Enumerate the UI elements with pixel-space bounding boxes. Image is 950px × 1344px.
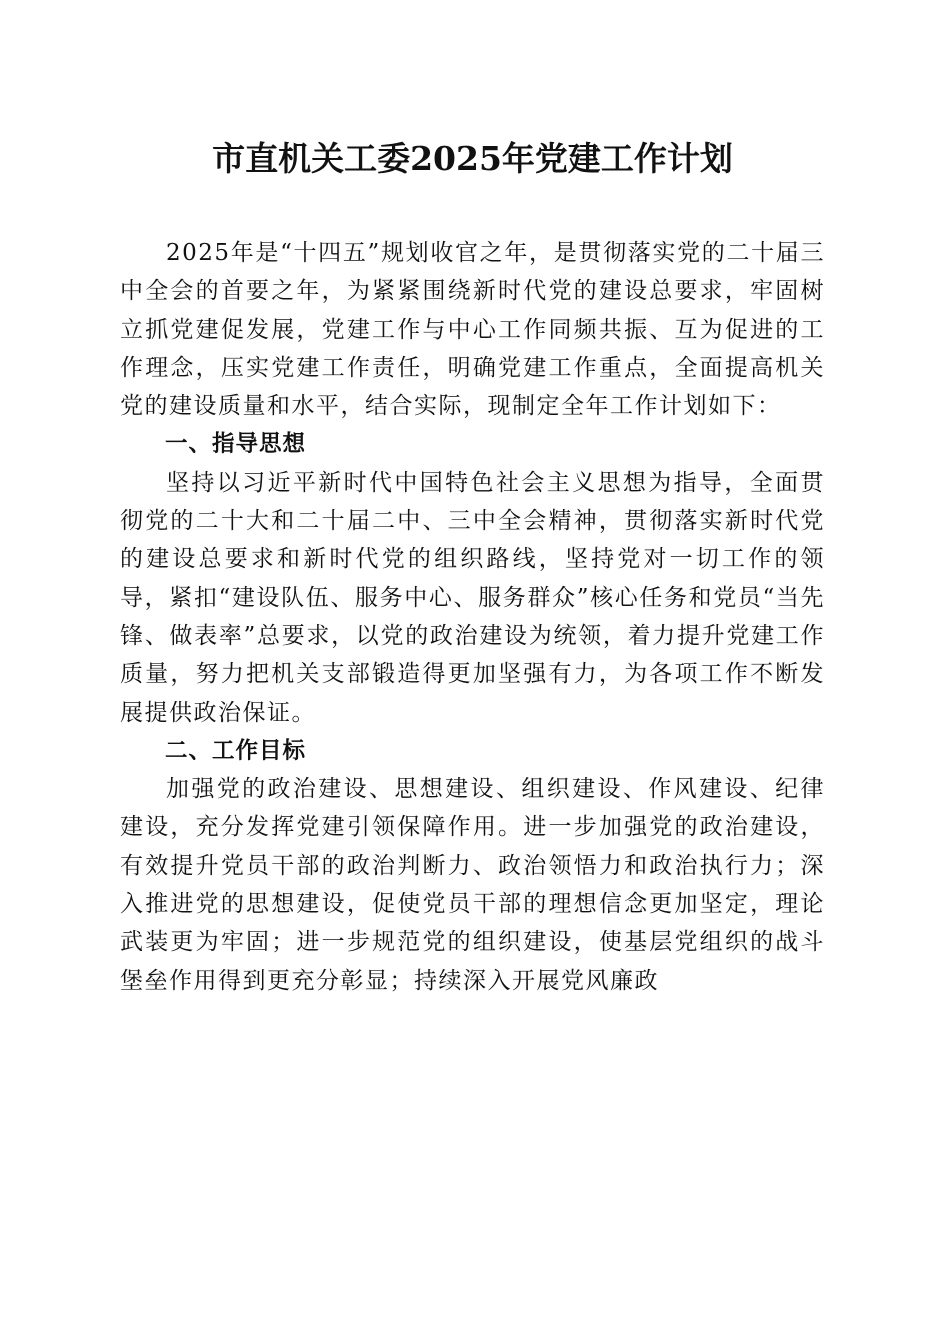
section-paragraph-guiding-ideology: 坚持以习近平新时代中国特色社会主义思想为指导，全面贯彻党的二十大和二十届二中、三中全会精神，贯彻落实新时代党的建设总要求和新时代党的组织路线，坚持党对一切工作的领导，紧扣“建设队伍、服务中心、服务群众”核心任务和党员“当先锋、做表率”总要求，以党的政治建设为统领，着力提升党建工作质量，努力把机关支部锻造得更加坚强有力，为各项工作不断发展提供政治保证。 — [120, 469, 825, 726]
document-body — [120, 234, 825, 1000]
section-paragraph-work-goals: 加强党的政治建设、思想建设、组织建设、作风建设、纪律建设，充分发挥党建引领保障作用。进一步加强党的政治建设，有效提升党员干部的政治判断力、政治领悟力和政治执行力；深入推进党的思想建设，促使党员干部的理想信念更加坚定，理论武装更为牢固；进一步规范党的组织建设，使基层党组织的战斗堡垒作用得到更充分彰显；持续深入开展党风廉政 — [120, 776, 825, 994]
document-title: 市直机关工委2025年党建工作计划 — [212, 139, 733, 178]
section-heading-guiding-ideology: 一、指导思想 — [165, 431, 307, 458]
intro-paragraph: 2025年是“十四五”规划收官之年，是贯彻落实党的二十届三中全会的首要之年，为紧紧围绕新时代党的建设总要求，牢固树立抓党建促发展，党建工作与中心工作同频共振、互为促进的工作理念，压实党建工作责任，明确党建工作重点，全面提高机关党的建设质量和水平，结合实际，现制定全年工作计划如下： — [120, 240, 825, 420]
document-page — [120, 0, 825, 1344]
section-heading-work-goals: 二、工作目标 — [165, 737, 307, 764]
